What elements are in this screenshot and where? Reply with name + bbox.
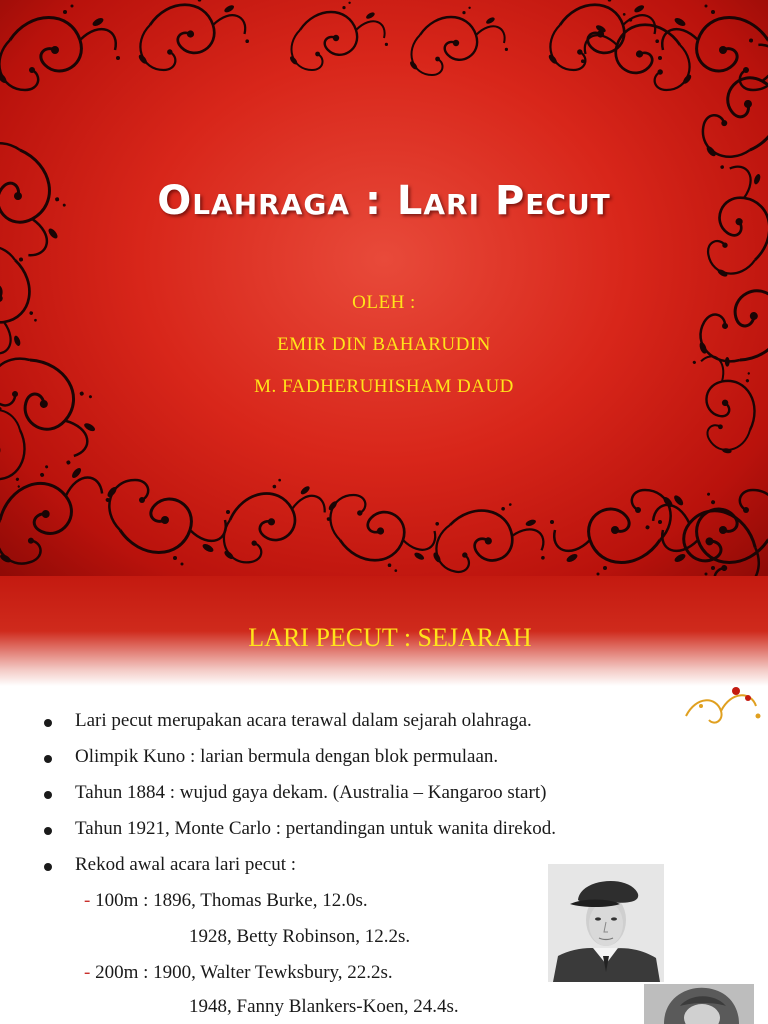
author-1: EMIR DIN BAHARUDIN — [277, 334, 491, 355]
record-text: 1948, Fanny Blankers-Koen, 24.4s. — [189, 996, 459, 1017]
record-text: 1928, Betty Robinson, 12.2s. — [189, 926, 411, 947]
bullet-text: Tahun 1921, Monte Carlo : pertandingan untuk wanita direkod. — [75, 818, 556, 839]
floral-corner-decoration — [676, 676, 768, 736]
athlete-portrait-photo — [548, 864, 664, 982]
bullet-text: Olimpik Kuno : larian bermula dengan blok permulaan. — [75, 746, 499, 767]
record-line — [189, 926, 410, 948]
bullet-text: Lari pecut merupakan acara terawal dalam sejarah olahraga. — [75, 710, 532, 731]
slide-title: LARI PECUT : SEJARAH — [248, 623, 532, 652]
record-line — [84, 962, 393, 984]
record-line — [189, 996, 459, 1018]
bullet-dot — [44, 719, 52, 727]
athlete-portrait-photo-2 — [644, 984, 754, 1024]
slide-title: Olahraga : Lari Pecut — [157, 178, 611, 224]
record-line — [84, 890, 368, 912]
record-text: 100m : 1896, Thomas Burke, 12.0s. — [95, 890, 368, 911]
record-dash: - — [84, 890, 91, 911]
bullet-dot — [44, 863, 52, 871]
author-2: M. FADHERUHISHAM DAUD — [254, 376, 514, 397]
record-text: 200m : 1900, Walter Tewksbury, 22.2s. — [95, 962, 393, 983]
record-dash: - — [84, 962, 91, 983]
history-slide — [0, 576, 768, 1024]
bullet-dot — [44, 791, 52, 799]
by-label: OLEH : — [352, 292, 416, 313]
bullet-text: Tahun 1884 : wujud gaya dekam. (Australia – Kangaroo start) — [75, 782, 547, 803]
bullet-dot — [44, 827, 52, 835]
bullet-text: Rekod awal acara lari pecut : — [75, 854, 297, 875]
bullet-dot — [44, 755, 52, 763]
